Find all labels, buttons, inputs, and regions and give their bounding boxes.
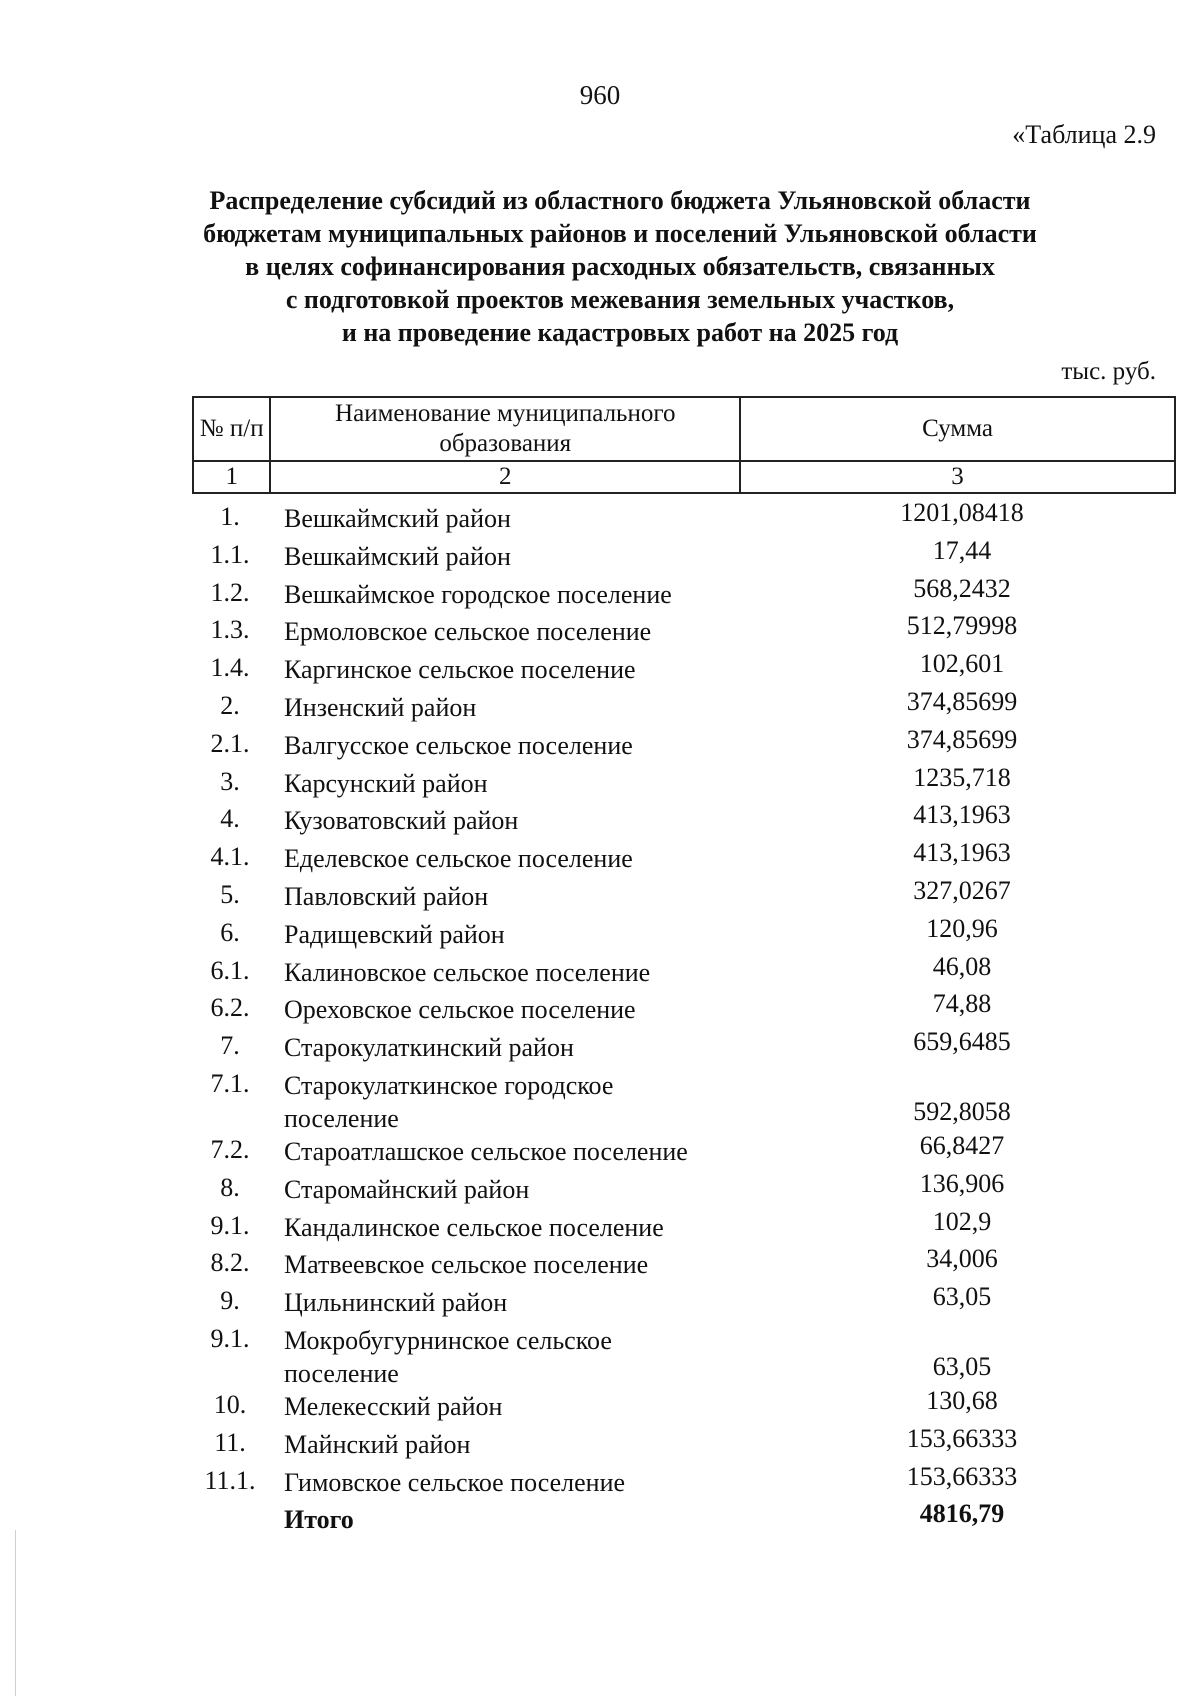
row-number: 7.1. [210, 1068, 250, 1098]
row-name: Матвеевское сельское поселение [284, 1250, 649, 1280]
row-name: Калиновское сельское поселение [284, 957, 651, 987]
table-row [192, 498, 1176, 540]
table-row [192, 1130, 1176, 1173]
row-number: 11.1. [204, 1465, 256, 1495]
title-line: Распределение субсидий из областного бюджета Ульяновской области [209, 186, 1031, 215]
row-value: 136,906 [919, 1168, 1005, 1198]
title-line: бюджетам муниципальных районов и поселений Ульяновской области [203, 219, 1037, 248]
row-value: 66,8427 [919, 1130, 1005, 1160]
row-number: 3. [220, 766, 240, 796]
row-value: 1235,718 [913, 762, 1011, 792]
total-label: Итого [284, 1505, 354, 1535]
row-number: 8. [220, 1172, 240, 1202]
row-value: 102,601 [919, 649, 1005, 679]
table-row [192, 1168, 1176, 1211]
table-row [192, 1461, 1176, 1504]
row-value: 102,9 [932, 1206, 992, 1236]
row-value: 63,05 [932, 1282, 992, 1312]
row-value: 153,66333 [906, 1423, 1018, 1453]
row-number: 4. [220, 804, 240, 834]
row-name: Кузоватовский район [284, 806, 519, 836]
table-row [192, 1385, 1176, 1428]
row-value: 592,8058 [913, 1096, 1011, 1126]
units-label: тыс. руб. [1061, 358, 1156, 385]
row-name: Старомайнский район [284, 1174, 530, 1204]
row-value: 374,85699 [906, 724, 1018, 754]
row-value: 659,6485 [913, 1027, 1011, 1057]
row-value: 413,1963 [913, 838, 1011, 868]
row-name: Каргинское сельское поселение [284, 655, 636, 685]
header-name: Наименование муниципального образования [270, 397, 740, 461]
header-num: № п/п [193, 397, 270, 461]
row-name: Кандалинское сельское поселение [284, 1212, 664, 1242]
row-value: 153,66333 [906, 1461, 1018, 1491]
row-number: 5. [220, 879, 240, 909]
row-name: Майнский район [284, 1429, 471, 1459]
row-number: 1.3. [210, 615, 250, 645]
row-number: 6. [220, 917, 240, 947]
title-line: с подготовкой проектов межевания земельных участков, [285, 285, 955, 314]
row-name: Радищевский район [284, 919, 505, 949]
total-value: 4816,79 [919, 1499, 1005, 1529]
table-row [192, 686, 1176, 729]
table-row [192, 1244, 1176, 1286]
table-row [192, 913, 1176, 956]
table-row [192, 1324, 1176, 1390]
table-row [192, 838, 1176, 880]
row-value: 63,05 [932, 1351, 992, 1381]
row-number: 7. [220, 1031, 240, 1061]
title-line: в целях софинансирования расходных обязательств, связанных [245, 252, 995, 281]
margin-line [15, 1530, 16, 1696]
total-row [192, 1499, 1176, 1541]
row-number: 2.1. [210, 728, 250, 758]
row-name: Мелекесский район [284, 1391, 503, 1421]
row-name: Старокулаткинское городское поселение [284, 1070, 614, 1133]
row-value: 374,85699 [906, 686, 1018, 716]
table-label: «Таблица 2.9 [1012, 120, 1156, 149]
row-value: 130,68 [926, 1385, 998, 1415]
row-number: 1.1. [210, 539, 250, 569]
row-name: Гимовское сельское поселение [284, 1467, 626, 1497]
row-number: 6.1. [210, 955, 250, 985]
table-row [192, 1423, 1176, 1466]
row-name: Еделевское сельское поселение [284, 844, 633, 874]
row-value: 34,006 [926, 1244, 998, 1274]
table-row [192, 762, 1176, 805]
row-value: 413,1963 [913, 800, 1011, 830]
row-name: Павловский район [284, 881, 489, 911]
row-number: 1.4. [210, 653, 250, 683]
header-index-3: 3 [740, 461, 1175, 493]
table-row [192, 1206, 1176, 1249]
row-name: Инзенский район [284, 692, 477, 722]
row-value: 74,88 [932, 989, 992, 1019]
table-row [192, 573, 1176, 616]
row-number: 1. [220, 502, 240, 531]
header-index-1: 1 [193, 461, 270, 493]
row-number: 11. [214, 1427, 246, 1457]
table-row [192, 724, 1176, 767]
table-row [192, 611, 1176, 653]
table-row [192, 800, 1176, 842]
row-number: 10. [213, 1389, 247, 1419]
row-name: Староатлашское сельское поселение [284, 1136, 688, 1166]
document-title [140, 184, 1100, 349]
header-index-2: 2 [270, 461, 740, 493]
table-header [192, 396, 1176, 494]
page-number: 960 [579, 80, 621, 110]
table-row [192, 1027, 1176, 1069]
table-row [192, 1282, 1176, 1324]
row-value: 1201,08418 [900, 498, 1024, 527]
row-name: Ореховское сельское поселение [284, 995, 636, 1025]
row-name: Ермоловское сельское поселение [284, 617, 652, 647]
table-row [192, 649, 1176, 691]
row-name: Мокробугурнинское сельское поселение [284, 1325, 612, 1388]
table-row [192, 875, 1176, 918]
row-number: 7.2. [210, 1134, 250, 1164]
row-name: Вешкаймский район [284, 541, 511, 571]
table-row [192, 951, 1176, 994]
row-name: Карсунский район [284, 768, 488, 798]
table-row [192, 535, 1176, 578]
row-number: 9. [220, 1286, 240, 1316]
row-name: Цильнинский район [284, 1288, 508, 1318]
row-value: 17,44 [932, 535, 992, 565]
row-number: 1.2. [210, 577, 250, 607]
title-line: и на проведение кадастровых работ на 2025 год [341, 318, 899, 347]
row-value: 327,0267 [913, 875, 1011, 905]
row-name: Валгусское сельское поселение [284, 730, 633, 760]
table-row [192, 1069, 1176, 1135]
row-number: 9.1. [210, 1210, 250, 1240]
row-number: 8.2. [210, 1248, 250, 1278]
table-body [192, 498, 1176, 1541]
row-name: Вешкаймское городское поселение [284, 579, 672, 609]
row-number: 2. [220, 690, 240, 720]
row-value: 568,2432 [913, 573, 1011, 603]
row-name: Вешкаймский район [284, 504, 511, 533]
header-sum: Сумма [740, 397, 1175, 461]
row-number: 4.1. [210, 842, 250, 872]
row-number: 9.1. [210, 1323, 250, 1353]
row-name: Старокулаткинский район [284, 1033, 574, 1063]
row-value: 46,08 [932, 951, 992, 981]
row-value: 512,79998 [906, 611, 1018, 641]
table-row [192, 989, 1176, 1031]
row-number: 6.2. [210, 993, 250, 1023]
row-value: 120,96 [926, 913, 998, 943]
